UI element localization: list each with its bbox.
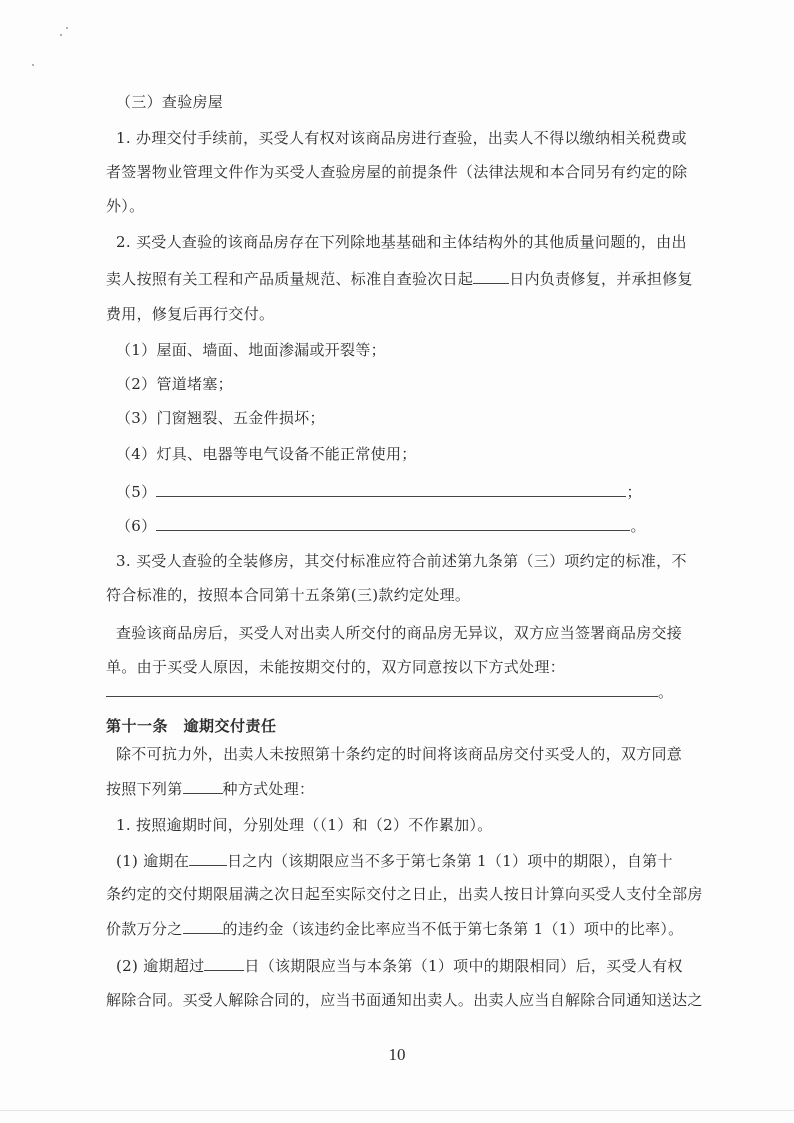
blank-field-overdue-days[interactable] bbox=[189, 850, 227, 866]
paragraph-line: 解除合同。买受人解除合同的，应当书面通知出卖人。出卖人应当自解除合同通知送达之 bbox=[106, 991, 703, 1009]
paragraph-line bbox=[106, 918, 696, 939]
list-item-blank bbox=[116, 481, 706, 502]
list-item: （1）屋面、墙面、地面渗漏或开裂等； bbox=[116, 341, 386, 359]
list-item: （3）门窗翘裂、五金件损坏； bbox=[116, 409, 325, 427]
text-segment: 价款万分之 bbox=[106, 920, 183, 938]
text-segment: 日内负责修复，并承担修复 bbox=[509, 270, 693, 288]
scan-speck bbox=[32, 64, 34, 66]
text-segment: 卖人按照有关工程和产品质量规范、标准自查验次日起 bbox=[106, 270, 474, 288]
paragraph-line bbox=[106, 268, 696, 289]
paragraph-line: 费用，修复后再行交付。 bbox=[106, 305, 275, 323]
paragraph-line: 3. 买受人查验的全装修房，其交付标准应符合前述第九条第（三）项约定的标准，不 bbox=[116, 552, 687, 570]
paragraph-line bbox=[106, 778, 696, 799]
text-segment: (1) 逾期在 bbox=[116, 852, 190, 870]
text-segment: 日（该期限应当与本条第（1）项中的期限相同）后，买受人有权 bbox=[244, 957, 683, 975]
text-segment: 种方式处理： bbox=[222, 780, 315, 798]
text-segment: （5） bbox=[116, 483, 157, 501]
scan-speck bbox=[60, 34, 62, 36]
paragraph-line: 外）。 bbox=[106, 197, 145, 215]
text-segment: 按照下列第 bbox=[106, 780, 183, 798]
scan-edge bbox=[0, 1110, 794, 1111]
article-heading: 第十一条 逾期交付责任 bbox=[106, 717, 277, 735]
text-segment: 。 bbox=[658, 683, 674, 701]
paragraph-line: 查验该商品房后，买受人对出卖人所交付的商品房无异议，双方应当签署商品房交接 bbox=[116, 624, 683, 642]
list-item: （4）灯具、电器等电气设备不能正常使用； bbox=[116, 445, 417, 463]
page-number: 10 bbox=[388, 1045, 406, 1064]
paragraph-line: 1. 按照逾期时间，分别处理（（1）和（2）不作累加）。 bbox=[116, 816, 493, 834]
paragraph-line: 条约定的交付期限届满之次日起至实际交付之日止，出卖人按日计算向买受人支付全部房 bbox=[106, 885, 703, 903]
text-segment: ； bbox=[626, 483, 642, 501]
blank-field-item6[interactable] bbox=[156, 515, 630, 531]
text-segment: (2) 逾期超过 bbox=[116, 957, 205, 975]
blank-field-method-number[interactable] bbox=[183, 778, 223, 794]
blank-line bbox=[106, 681, 696, 702]
list-item: （2）管道堵塞； bbox=[116, 375, 233, 393]
blank-field-exceed-days[interactable] bbox=[204, 955, 244, 971]
text-segment: 日之内（该期限应当不多于第七条第 1（1）项中的期限），自第十 bbox=[227, 852, 673, 870]
text-segment: 。 bbox=[630, 517, 646, 535]
paragraph-line: 符合标准的，按照本合同第十五条第(三)款约定处理。 bbox=[106, 586, 471, 604]
text-segment: （6） bbox=[116, 517, 157, 535]
paragraph-line: 者签署物业管理文件作为买受人查验房屋的前提条件（法律法规和本合同另有约定的除 bbox=[106, 163, 688, 181]
scan-speck bbox=[66, 27, 68, 29]
paragraph-line bbox=[116, 955, 706, 976]
blank-field-item5[interactable] bbox=[156, 481, 626, 497]
paragraph-line: 单。由于买受人原因，未能按期交付的，双方同意按以下方式处理： bbox=[106, 658, 566, 676]
paragraph-line bbox=[116, 850, 706, 871]
blank-field-delay-handling[interactable] bbox=[106, 681, 658, 697]
blank-field-penalty-rate[interactable] bbox=[183, 918, 223, 934]
paragraph-line: 2. 买受人查验的该商品房存在下列除地基基础和主体结构外的其他质量问题的，由出 bbox=[116, 233, 687, 251]
section-heading-inspection: （三）查验房屋 bbox=[116, 93, 224, 111]
blank-field-repair-days[interactable] bbox=[473, 268, 509, 284]
paragraph-line: 1. 办理交付手续前，买受人有权对该商品房进行查验，出卖人不得以缴纳相关税费或 bbox=[116, 129, 687, 147]
list-item-blank bbox=[116, 515, 706, 536]
paragraph-line: 除不可抗力外，出卖人未按照第十条约定的时间将该商品房交付买受人的，双方同意 bbox=[116, 745, 683, 763]
text-segment: 的违约金（该违约金比率应当不低于第七条第 1（1）项中的比率）。 bbox=[222, 920, 684, 938]
